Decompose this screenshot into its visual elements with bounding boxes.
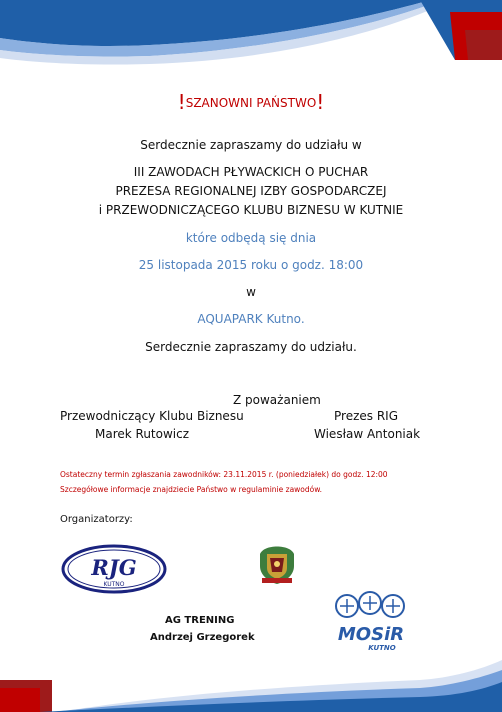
event-title-line-2: PREZESA REGIONALNEJ IZBY GOSPODARCZEJ	[115, 184, 387, 198]
city-crest-icon	[254, 540, 300, 586]
when-intro: które odbędą się dnia	[185, 231, 317, 245]
event-title-line-3: i PRZEWODNICZĄCEGO KLUBU BIZNESU W KUTNIE	[98, 203, 404, 217]
greeting-heading	[0, 90, 502, 114]
bottom-banner-decoration	[0, 640, 502, 712]
ag-trening-person: Andrzej Grzegorek	[150, 632, 255, 643]
details-note: Szczegółowe informacje znajdziecie Państwo w regulaminie zawodów.	[60, 485, 323, 494]
greeting-exclamation-close: !	[316, 90, 325, 114]
greeting-exclamation-open: !	[177, 90, 186, 114]
signature-left-title: Przewodniczący Klubu Biznesu	[60, 409, 244, 423]
signature-right-name: Wiesław Antoniak	[314, 427, 421, 441]
top-banner-decoration	[0, 0, 502, 70]
deadline-note: Ostateczny termin zgłaszania zawodników: 23.11.2015 r. (poniedziałek) do godz. 12:00	[60, 470, 388, 479]
greeting-text: SZANOWNI PAŃSTWO	[185, 96, 317, 110]
closing-regards: Z poważaniem	[233, 393, 321, 407]
mosir-logo-name: MOSiR	[337, 624, 405, 645]
event-title-line-1: III ZAWODACH PŁYWACKICH O PUCHAR	[133, 165, 369, 179]
ag-trening-name: AG TRENING	[165, 615, 235, 626]
invitation-line: Serdecznie zapraszamy do udziału w	[140, 138, 362, 152]
mosir-logo-city: KUTNO	[368, 644, 396, 652]
signature-left-name: Marek Rutowicz	[95, 427, 190, 441]
organizers-label: Organizatorzy:	[60, 514, 133, 525]
venue: AQUAPARK Kutno.	[197, 312, 305, 326]
invitation-repeat: Serdecznie zapraszamy do udziału.	[145, 340, 357, 354]
event-datetime: 25 listopada 2015 roku o godz. 18:00	[138, 258, 364, 272]
rig-logo-letters: RJG	[91, 555, 137, 580]
rig-logo	[60, 543, 168, 595]
signature-right-title: Prezes RIG	[334, 409, 399, 423]
preposition: w	[246, 285, 256, 299]
rig-logo-city: KUTNO	[103, 581, 125, 588]
